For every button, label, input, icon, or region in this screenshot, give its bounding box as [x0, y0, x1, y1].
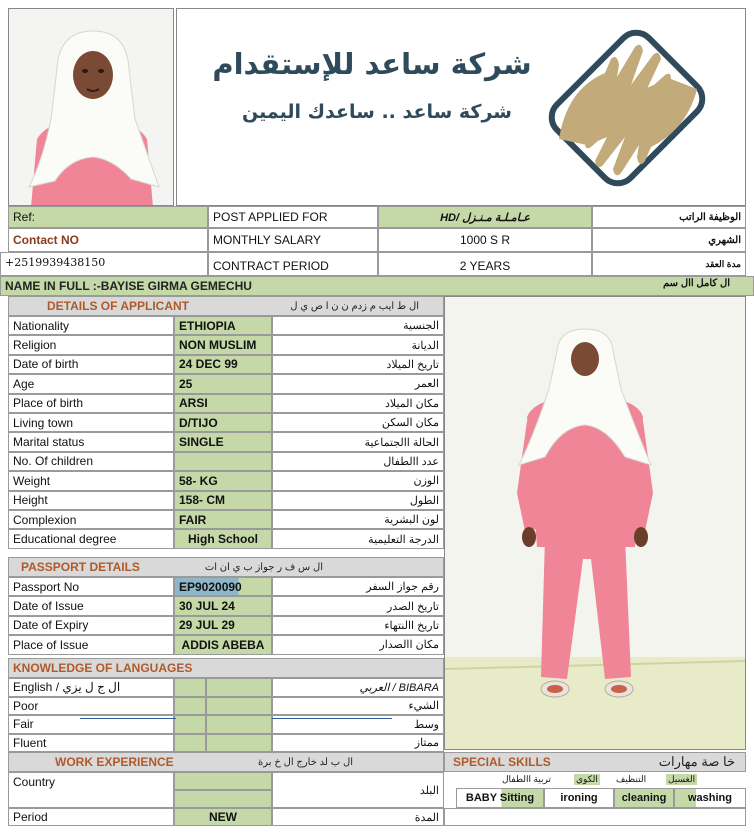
country-label: Country — [8, 772, 174, 808]
skill-ar-ironing: الكوي — [576, 774, 598, 784]
language-arabic-check — [206, 678, 272, 697]
applicant-field-label: Living town — [8, 413, 174, 432]
passport-field-label: Date of Issue — [8, 596, 174, 615]
applicant-field-ar: الوزن — [272, 471, 444, 490]
applicant-field-value: 24 DEC 99 — [174, 355, 272, 374]
applicant-field-value: D/TIJO — [174, 413, 272, 432]
applicant-field-label: Educational degree — [8, 529, 174, 548]
applicant-photo-full — [444, 296, 746, 750]
passport-field-ar: رقم جواز السفر — [272, 577, 444, 596]
applicant-field-ar: مكان الميلاد — [272, 394, 444, 413]
applicant-field-label: Nationality — [8, 316, 174, 335]
period-value: NEW — [174, 808, 272, 826]
applicant-field-value: 158- CM — [174, 491, 272, 510]
contract-label: CONTRACT PERIOD — [208, 252, 378, 276]
applicant-field-label: Weight — [8, 471, 174, 490]
work-header: WORK EXPERIENCE ال ب لد خارج ال خ برة — [8, 752, 444, 772]
language-level-label: Poor — [8, 697, 174, 716]
skill-babysitting: BABY Sitting — [456, 788, 544, 808]
applicant-photo-small — [8, 8, 174, 206]
language-english-check — [174, 697, 206, 716]
passport-field-value: EP9020090 — [174, 577, 272, 596]
language-arabic-check — [206, 734, 272, 753]
country-ar: البلد — [272, 772, 444, 808]
applicant-field-value: ARSI — [174, 394, 272, 413]
skill-ironing: ironing — [544, 788, 614, 808]
skill-washing: washing — [674, 788, 746, 808]
skills-ar-row — [444, 772, 746, 788]
applicant-field-ar: لون البشرية — [272, 510, 444, 529]
fair-underline-right — [272, 718, 392, 719]
applicant-field-ar: الديانة — [272, 335, 444, 354]
skill-ar-cleaning: التنظيف — [616, 774, 647, 784]
skill-ar-washing: الغسيل — [668, 774, 696, 784]
passport-field-value: ADDIS ABEBA — [174, 635, 272, 654]
skills-footer — [444, 808, 746, 826]
languages-header: KNOWLEDGE OF LANGUAGES — [8, 658, 444, 678]
phone-number: +2519939438150 — [0, 252, 208, 276]
applicant-field-value: 25 — [174, 374, 272, 393]
language-level-label: Fair — [8, 715, 174, 734]
applicant-field-value: SINGLE — [174, 432, 272, 451]
country-value — [174, 772, 272, 790]
skill-ar-babysitting: تربية االطفال — [502, 774, 551, 784]
applicant-field-ar: العمر — [272, 374, 444, 393]
applicant-header-ar: ال ط ايب م زدم ن ن ا ص ي ل — [290, 300, 419, 312]
applicant-field-label: Height — [8, 491, 174, 510]
applicant-field-value: NON MUSLIM — [174, 335, 272, 354]
skills-header: SPECIAL SKILLS خا صة مهارات — [444, 752, 746, 772]
contract-value: 2 YEARS — [378, 252, 592, 276]
contact-label: Contact NO — [8, 228, 208, 252]
period-label: Period — [8, 808, 174, 826]
applicant-field-label: Marital status — [8, 432, 174, 451]
salary-label: MONTHLY SALARY — [208, 228, 378, 252]
applicant-field-value: FAIR — [174, 510, 272, 529]
applicant-field-value: High School — [174, 529, 272, 548]
passport-field-ar: تاريخ الصدر — [272, 596, 444, 615]
contract-ar: مدة العقد — [592, 252, 746, 276]
language-level-label: Fluent — [8, 734, 174, 753]
language-level-ar: الشيء — [272, 697, 444, 716]
language-english-check — [174, 678, 206, 697]
applicant-field-value: 58- KG — [174, 471, 272, 490]
salary-value: 1000 S R — [378, 228, 592, 252]
fair-underline-left — [80, 718, 176, 719]
language-arabic-check — [206, 715, 272, 734]
applicant-field-ar: الجنسية — [272, 316, 444, 335]
country-value-2 — [174, 790, 272, 808]
passport-field-value: 29 JUL 29 — [174, 616, 272, 635]
language-level-label: English / ال ج ل يزي — [8, 678, 174, 697]
applicant-field-value: ETHIOPIA — [174, 316, 272, 335]
work-header-ar: ال ب لد خارج ال خ برة — [258, 756, 353, 768]
company-banner — [176, 8, 746, 206]
language-english-check — [174, 715, 206, 734]
applicant-field-value — [174, 452, 272, 471]
applicant-field-label: Complexion — [8, 510, 174, 529]
applicant-field-label: Date of birth — [8, 355, 174, 374]
applicant-field-ar: الحالة االجتماعية — [272, 432, 444, 451]
salary-ar: الشهري — [592, 228, 746, 252]
applicant-header: DETAILS OF APPLICANT ال ط ايب م زدم ن ن ا ص ي ل — [8, 296, 444, 316]
language-level-ar: BIBARA / العربي — [272, 678, 444, 697]
post-label: POST APPLIED FOR — [208, 206, 378, 228]
applicant-field-ar: مكان السكن — [272, 413, 444, 432]
passport-field-value: 30 JUL 24 — [174, 596, 272, 615]
language-english-check — [174, 734, 206, 753]
applicant-field-ar: عدد االطفال — [272, 452, 444, 471]
applicant-field-label: Religion — [8, 335, 174, 354]
company-tagline: شركة ساعد .. ساعدك اليمين — [242, 101, 512, 123]
language-level-ar: ممتاز — [272, 734, 444, 753]
skill-cleaning: cleaning — [614, 788, 674, 808]
passport-field-label: Date of Expiry — [8, 616, 174, 635]
skills-header-ar: خا صة مهارات — [658, 754, 735, 769]
applicant-field-ar: تاريخ الميلاد — [272, 355, 444, 374]
language-level-ar: وسط — [272, 715, 444, 734]
passport-field-ar: تاريخ االنتهاء — [272, 616, 444, 635]
passport-field-label: Place of Issue — [8, 635, 174, 654]
applicant-field-ar: الطول — [272, 491, 444, 510]
passport-field-label: Passport No — [8, 577, 174, 596]
post-value: HD/ عـامـلـة مـنـزل — [378, 206, 592, 228]
language-arabic-check — [206, 697, 272, 716]
applicant-field-label: Age — [8, 374, 174, 393]
applicant-field-label: No. Of children — [8, 452, 174, 471]
period-ar: المدة — [272, 808, 444, 826]
applicant-field-ar: الدرجة التعليمية — [272, 529, 444, 548]
applicant-field-label: Place of birth — [8, 394, 174, 413]
passport-field-ar: مكان االصدار — [272, 635, 444, 654]
full-name-ar: ال كامل اال سم — [663, 278, 730, 289]
post-ar: الوظيفة الراتب — [592, 206, 746, 228]
ref-label: Ref: — [8, 206, 208, 228]
company-name: شركة ساعد للإستقدام — [212, 47, 532, 81]
passport-header: PASSPORT DETAILS ال س ف ر جواز ب ي ان ات — [8, 557, 444, 577]
full-name: NAME IN FULL :-BAYISE GIRMA GEMECHU — [5, 279, 252, 293]
passport-header-ar: ال س ف ر جواز ب ي ان ات — [204, 561, 323, 573]
company-logo-icon — [547, 19, 707, 195]
